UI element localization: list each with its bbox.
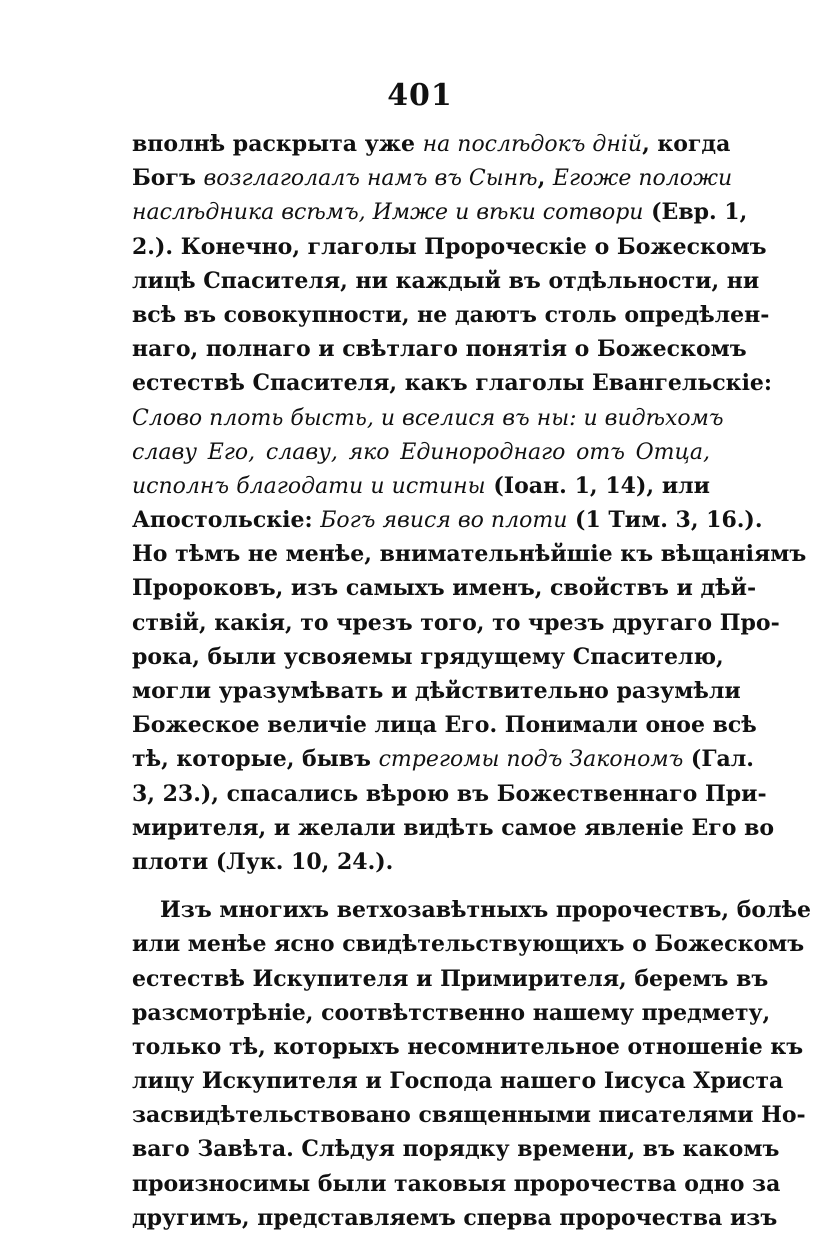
text-run: лицѣ Спасителя, ни каждый въ отдѣльности, ни	[132, 267, 760, 294]
text-run: (Гал.	[683, 746, 754, 773]
italic-text: славу Его, славу, яко Единороднаго отъ Отца,	[132, 439, 710, 465]
text-run: Пророковъ, изъ самыхъ именъ, свойствъ и дѣй-	[132, 575, 757, 602]
italic-text: наслѣдника всѣмъ, Имже и вѣки сотвори	[132, 200, 644, 226]
page-number: 401	[387, 78, 453, 113]
italic-text: Егоже положи	[552, 166, 733, 192]
text-line	[132, 1098, 806, 1132]
text-line	[132, 366, 773, 400]
text-line	[132, 571, 757, 605]
italic-text: стрегомы подъ Закономъ	[378, 747, 684, 773]
text-line	[132, 606, 780, 640]
text-run: ,	[537, 165, 553, 192]
text-run: естествѣ Искупителя и Примирителя, беремъ въ	[132, 965, 769, 992]
text-run: ваго Завѣта. Слѣдуя порядку времени, въ какомъ	[132, 1136, 780, 1163]
body-text	[132, 127, 812, 1235]
text-run: 2.). Конечно, глаголы Пророческіе о Божескомъ	[132, 233, 767, 260]
text-line	[132, 332, 747, 366]
italic-text: на послѣдокъ дній	[422, 132, 643, 157]
text-line	[132, 674, 741, 708]
text-line	[132, 127, 731, 161]
text-run: Но тѣмъ не менѣе, внимательнѣйшіе къ вѣщаніямъ	[132, 541, 807, 568]
text-run: ствій, какія, то чрезъ того, то чрезъ другаго Про-	[132, 609, 780, 636]
text-line	[132, 537, 807, 571]
text-run: засвидѣтельствовано священными писателями Но-	[132, 1102, 806, 1129]
text-line	[132, 1030, 804, 1064]
text-run: тѣ, которые, бывъ	[132, 746, 379, 773]
italic-text: Богъ явися во плоти	[320, 508, 568, 534]
italic-text: Слово плоть бысть, и вселися въ ны: и видѣхомъ	[132, 405, 724, 431]
text-line	[132, 1201, 778, 1235]
text-line	[132, 1167, 781, 1201]
text-line	[132, 161, 733, 195]
text-line	[132, 811, 775, 845]
text-line	[132, 777, 767, 811]
text-run: естествѣ Спасителя, какъ глаголы Евангельскіе:	[132, 370, 773, 397]
text-run: плоти (Лук. 10, 24.).	[132, 848, 394, 875]
text-run: лицу Искупителя и Господа нашего Іисуса Христа	[132, 1068, 784, 1095]
text-run: только тѣ, которыхъ несомнительное отношеніе къ	[132, 1033, 804, 1060]
text-run: разсмотрѣніе, соотвѣтственно нашему предмету,	[132, 999, 771, 1026]
text-line	[132, 298, 770, 332]
text-line	[132, 893, 812, 927]
italic-text: возглаголалъ намъ въ Сынѣ	[203, 166, 538, 192]
text-line	[132, 708, 757, 742]
text-run: другимъ, представляемъ сперва пророчества изъ	[132, 1204, 778, 1231]
text-line	[132, 195, 748, 229]
paragraph	[132, 127, 807, 879]
text-run: (Іоан. 1, 14), или	[485, 472, 710, 499]
text-line	[132, 845, 710, 879]
text-run: , когда	[642, 131, 731, 157]
text-run: рока, были усвояемы грядущему Спасителю,	[132, 643, 724, 670]
text-run: произносимы были таковыя пророчества одно за	[132, 1170, 781, 1197]
text-line	[132, 230, 767, 264]
italic-text: исполнъ благодати и истины	[132, 473, 486, 499]
text-line	[132, 640, 724, 674]
text-line	[132, 996, 771, 1030]
text-run: вполнѣ раскрыта уже	[132, 131, 423, 157]
text-line	[132, 264, 760, 298]
text-run: 3, 23.), спасались вѣрою въ Божественнаго При-	[132, 780, 767, 807]
text-run: могли уразумѣвать и дѣйствительно разумѣли	[132, 678, 741, 704]
text-line	[132, 503, 763, 537]
text-line	[132, 435, 710, 469]
paragraph-gap	[132, 879, 710, 893]
text-line	[132, 401, 724, 435]
text-run: Апостольскіе:	[132, 507, 321, 534]
paragraph	[132, 893, 812, 1235]
text-run: (Евр. 1,	[643, 199, 748, 226]
text-run: наго, полнаго и свѣтлаго понятія о Божескомъ	[132, 336, 747, 363]
text-run: Богъ	[132, 165, 204, 192]
text-line	[132, 927, 805, 961]
text-line	[132, 1064, 784, 1098]
text-line	[132, 1132, 780, 1166]
text-run: или менѣе ясно свидѣтельствующихъ о Божескомъ	[132, 931, 805, 958]
text-line	[132, 469, 710, 503]
text-run: мирителя, и желали видѣть самое явленіе Его во	[132, 814, 775, 841]
text-line	[132, 742, 754, 776]
text-run: всѣ въ совокупности, не даютъ столь опредѣлен-	[132, 301, 770, 328]
text-run: (1 Тим. 3, 16.).	[567, 507, 763, 534]
text-run: Изъ многихъ ветхозавѣтныхъ пророчествъ, болѣе	[160, 897, 812, 924]
text-run: Божеское величіе лица Его. Понимали оное всѣ	[132, 712, 757, 739]
text-line	[132, 962, 769, 996]
